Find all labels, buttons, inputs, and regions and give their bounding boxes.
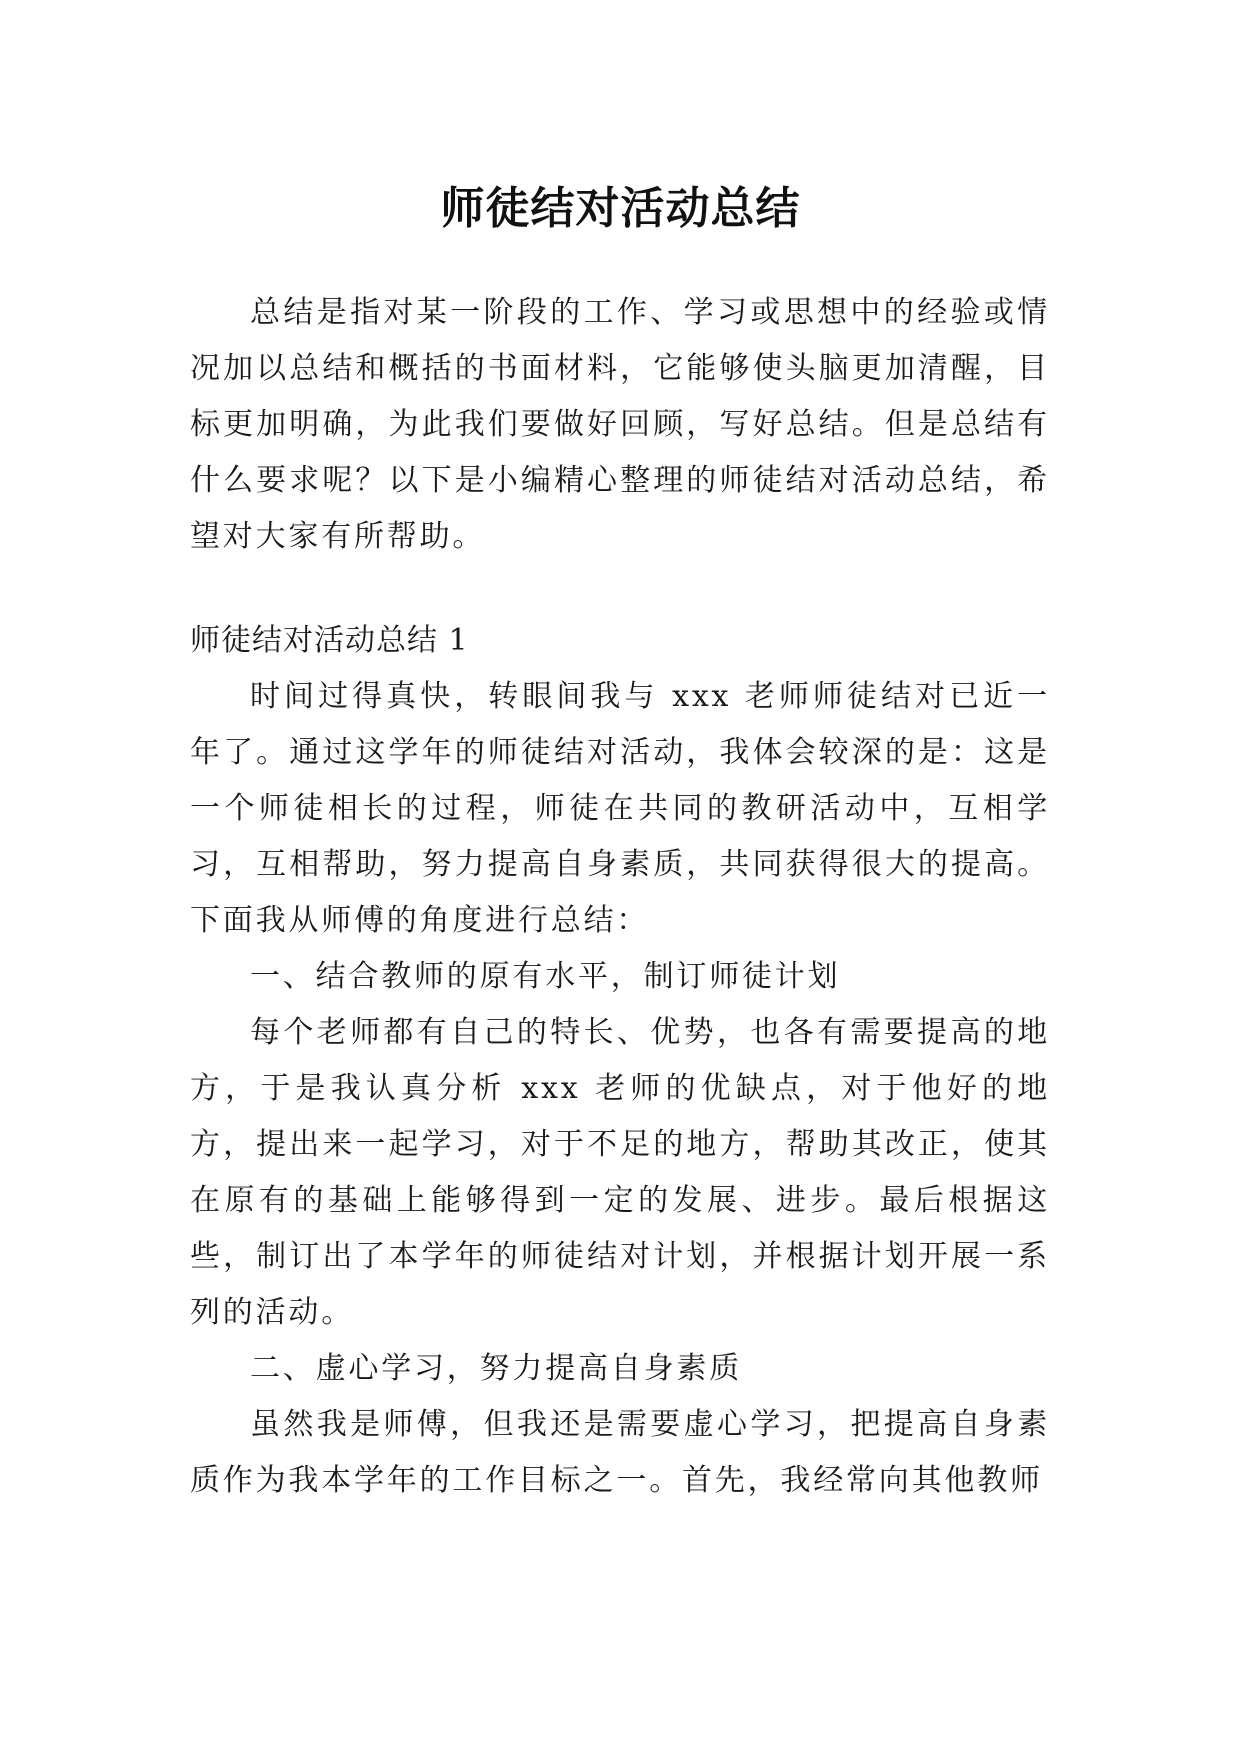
document-body [190, 285, 1050, 1509]
intro-paragraph: 总结是指对某一阶段的工作、学习或思想中的经验或情况加以总结和概括的书面材料，它能够使头脑更加清醒，目标更加明确，为此我们要做好回顾，写好总结。但是总结有什么要求呢？以下是小编精心整理的师徒结对活动总结，希望对大家有所帮助。 [190, 295, 1050, 554]
body-paragraph: 时间过得真快，转眼间我与 xxx 老师师徒结对已近一年了。通过这学年的师徒结对活动，我体会较深的是：这是一个师徒相长的过程，师徒在共同的教研活动中，互相学习，互相帮助，努力提高自身素质，共同获得很大的提高。下面我从师傅的角度进行总结： [190, 679, 1050, 938]
sub-heading: 一、结合教师的原有水平，制订师徒计划 [250, 959, 841, 994]
body-paragraph: 虽然我是师傅，但我还是需要虚心学习，把提高自身素质作为我本学年的工作目标之一。首先，我经常向其他教师 [190, 1407, 1050, 1498]
document-title: 师徒结对活动总结 [440, 183, 801, 235]
body-paragraph: 每个老师都有自己的特长、优势，也各有需要提高的地方，于是我认真分析 xxx 老师的优缺点，对于他好的地方，提出来一起学习，对于不足的地方，帮助其改正，使其在原有的基础上能够得到一定的发展、进步。最后根据这些，制订出了本学年的师徒结对计划，并根据计划开展一系列的活动。 [190, 1015, 1050, 1330]
sub-heading: 二、虚心学习，努力提高自身素质 [250, 1351, 742, 1386]
section-heading: 师徒结对活动总结 1 [190, 623, 469, 658]
